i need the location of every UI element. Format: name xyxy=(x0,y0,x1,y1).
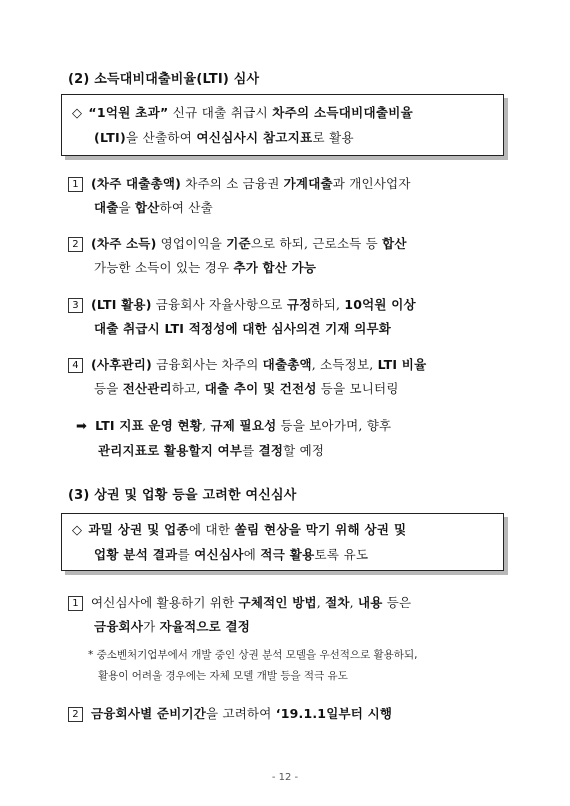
summary-line-1: ◇ “1억원 초과” 신규 대출 취급시 차주의 소득대비대출비율 xyxy=(72,105,413,121)
conclusion-item: ➡ LTI 지표 운영 현황, 규제 필요성 등을 보아가며, 향후 관리지표로 활용할지 여부를 결정할 예정 xyxy=(76,418,392,458)
summary-line-1: ◇ 과밀 상권 및 업종에 대한 쏠림 현상을 막기 위해 상권 및 xyxy=(72,522,407,538)
list-item-commercial-2: 2 금융회사별 준비기간을 고려하여 ‘19.1.1일부터 시행 xyxy=(68,702,508,726)
summary-box-lti xyxy=(61,94,504,156)
list-item-commercial-1: 1 여신심사에 활용하기 위한 구체적인 방법, 절차, 내용 등은 금융회사가 자율적으로 결정 xyxy=(68,591,508,638)
list-item-1: 1 (차주 대출총액) 차주의 소 금융권 가계대출과 개인사업자 대출을 합산하여 산출 xyxy=(68,172,508,219)
diamond-bullet-icon: ◇ xyxy=(72,106,83,121)
number-box: 3 xyxy=(68,298,83,313)
diamond-bullet-icon: ◇ xyxy=(72,523,83,538)
section-heading-commercial: (3) 상권 및 업황 등을 고려한 여신심사 xyxy=(68,488,297,503)
number-box: 1 xyxy=(68,177,83,192)
list-item-2: 2 (차주 소득) 영업이익을 기준으로 하되, 근로소득 등 합산 가능한 소득이 있는 경우 추가 합산 가능 xyxy=(68,232,508,279)
section-heading-lti: (2) 소득대비대출비율(LTI) 심사 xyxy=(68,72,260,87)
number-box: 1 xyxy=(68,596,83,611)
list-item-4: 4 (사후관리) 금융회사는 차주의 대출총액, 소득정보, LTI 비율 등을 전산관리하고, 대출 추이 및 건전성 등을 모니터링 xyxy=(68,353,508,400)
page-number: - 12 - xyxy=(271,772,299,783)
number-box: 2 xyxy=(68,707,83,722)
list-item-3: 3 (LTI 활용) 금융회사 자율사항으로 규정하되, 10억원 이상 대출 취급시 LTI 적정성에 대한 심사의견 기재 의무화 xyxy=(68,293,508,340)
arrow-right-icon: ➡ xyxy=(76,419,88,434)
number-box: 2 xyxy=(68,237,83,252)
number-box: 4 xyxy=(68,358,83,373)
summary-line-2: (LTI)을 산출하여 여신심사시 참고지표로 활용 xyxy=(94,130,354,145)
summary-line-2: 업황 분석 결과를 여신심사에 적극 활용토록 유도 xyxy=(94,547,369,562)
summary-box-commercial xyxy=(61,513,504,571)
footnote: * 중소벤처기업부에서 개발 중인 상권 분석 모델을 우선적으로 활용하되, 활용이 어려울 경우에는 자체 모델 개발 등을 적극 유도 xyxy=(88,649,418,682)
